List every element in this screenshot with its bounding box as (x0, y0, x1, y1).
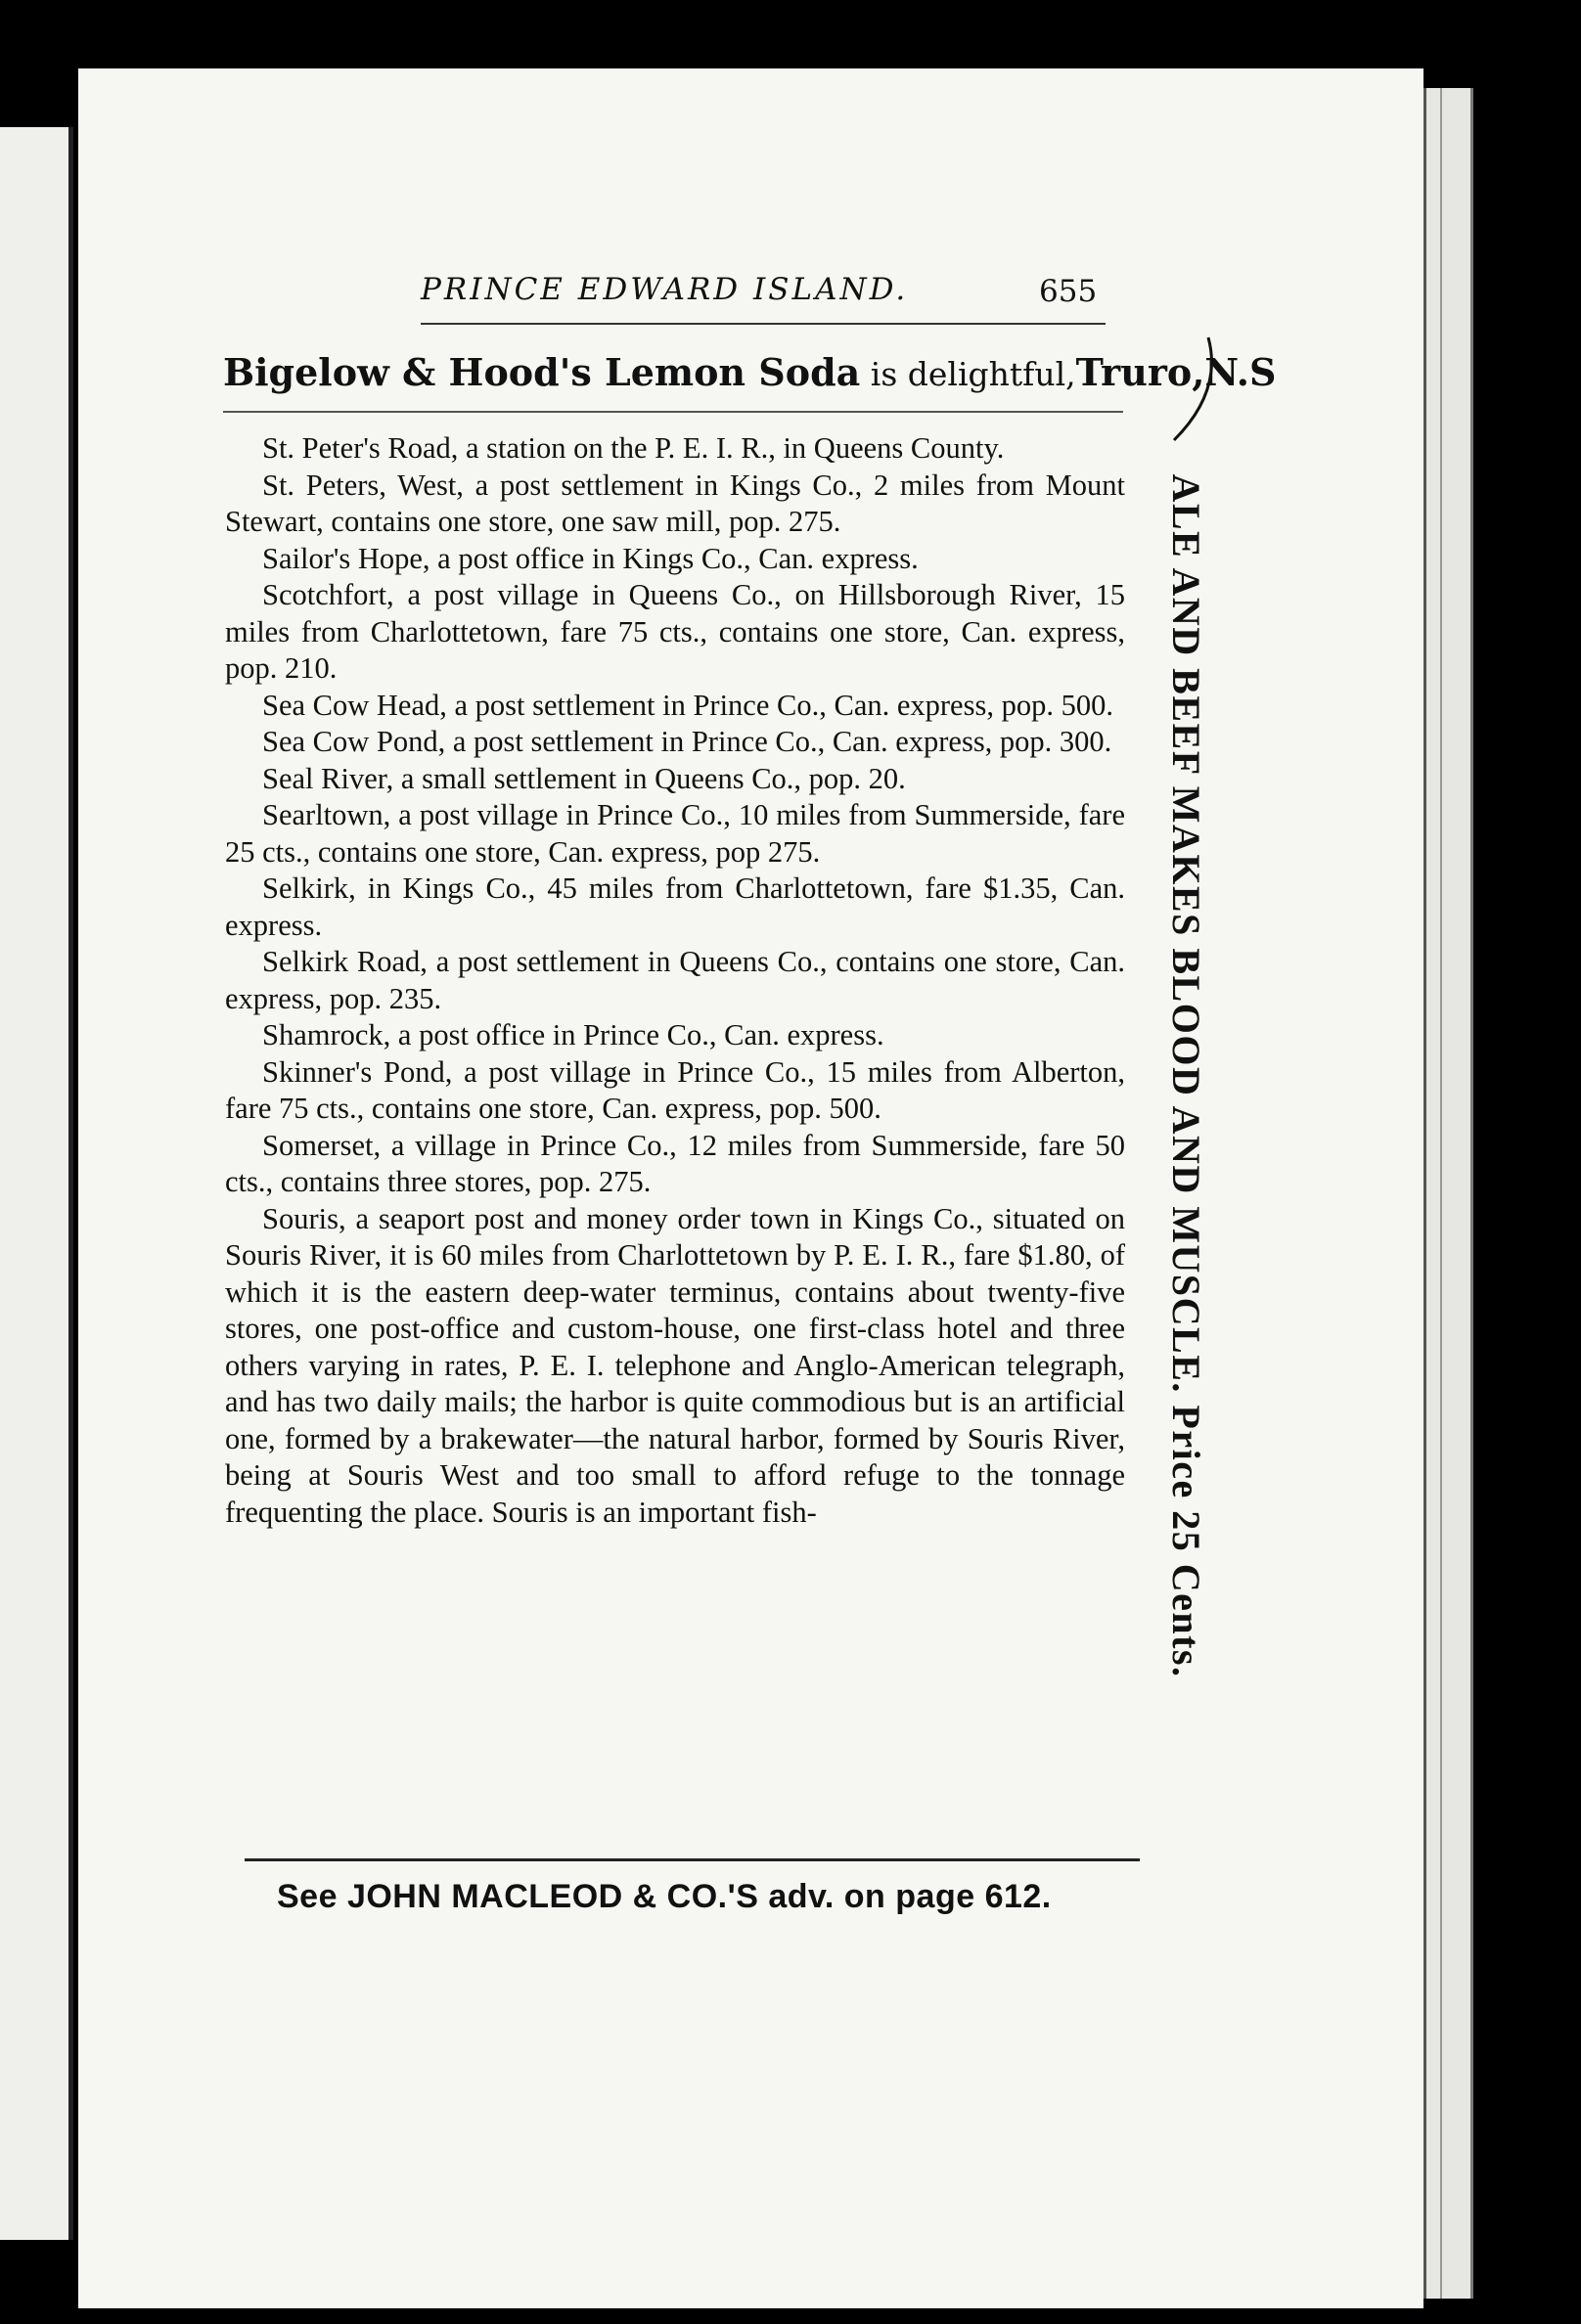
entry: Selkirk Road, a post settlement in Queens Co., contains one store, Can. express, pop. 235. (225, 945, 1125, 1015)
entry: Somerset, a village in Prince Co., 12 miles from Summerside, fare 50 cts., contains three stores, pop. 275. (225, 1128, 1125, 1198)
ad-rule (223, 411, 1123, 413)
running-head: PRINCE EDWARD ISLAND. (421, 272, 909, 307)
page-number: 655 (1039, 274, 1098, 309)
bottom-advertisement: See JOHN MACLEOD & CO.'S adv. on page 612. (277, 1878, 1052, 1915)
entry: Scotchfort, a post village in Queens Co., on Hillsborough River, 15 miles from Charlottetown, fare 75 cts., contains one store, Can. express, pop. 210. (225, 578, 1125, 685)
entry: Souris, a seaport post and money order town in Kings Co., situated on Souris River, it is 60 miles from Charlottetown by P. E. I. R., fare $1.80, of which it is the eastern deep-water terminus, contains about twenty-five stores, one post-office and custom-house, one first-class hotel and three others varying in rates, P. E. I. telephone and Anglo-American telegraph, and has two daily mails; the harbor is quite commodious but is an artificial one, formed by a brakewater—the natural harbor, formed by Souris River, being at Souris West and too small to afford refuge to the tonnage frequenting the place. Souris is an important fish- (225, 1201, 1125, 1529)
vertical-side-advertisement: ALE AND BEEF MAKES BLOOD AND MUSCLE. Price 25 Cents. (1164, 473, 1208, 1678)
top-ad-location: Truro,N.S (1075, 350, 1277, 394)
footer-rule (245, 1858, 1140, 1861)
top-ad-text: is delightful, (860, 355, 1076, 393)
top-ad-product: Bigelow & Hood's Lemon Soda (223, 350, 861, 394)
entry: Seal River, a small settlement in Queens Co., pop. 20. (262, 761, 906, 795)
entry: Searltown, a post village in Prince Co., 10 miles from Summerside, fare 25 cts., contains one store, Can. express, pop 275. (225, 798, 1125, 869)
gazetteer-entries (225, 430, 1125, 1531)
entry: Sailor's Hope, a post office in Kings Co., Can. express. (262, 541, 919, 575)
entry: Selkirk, in Kings Co., 45 miles from Charlottetown, fare $1.35, Can. express. (225, 872, 1125, 942)
entry: Skinner's Pond, a post village in Prince Co., 15 miles from Alberton, fare 75 cts., contains one store, Can. express, pop. 500. (225, 1054, 1125, 1125)
entry: St. Peters, West, a post settlement in Kings Co., 2 miles from Mount Stewart, contains one store, one saw mill, pop. 275. (225, 468, 1125, 538)
top-advertisement (223, 350, 1277, 394)
entry: St. Peter's Road, a station on the P. E. I. R., in Queens County. (262, 431, 1005, 465)
page-stack-edge (1423, 88, 1473, 2299)
entry: Sea Cow Head, a post settlement in Prince Co., Can. express, pop. 500. (262, 688, 1113, 722)
entry: Sea Cow Pond, a post settlement in Prince Co., Can. express, pop. 300. (262, 725, 1112, 758)
entry: Shamrock, a post office in Prince Co., Can. express. (262, 1018, 884, 1051)
facing-page-edge (0, 127, 73, 2240)
header-rule (421, 323, 1106, 325)
